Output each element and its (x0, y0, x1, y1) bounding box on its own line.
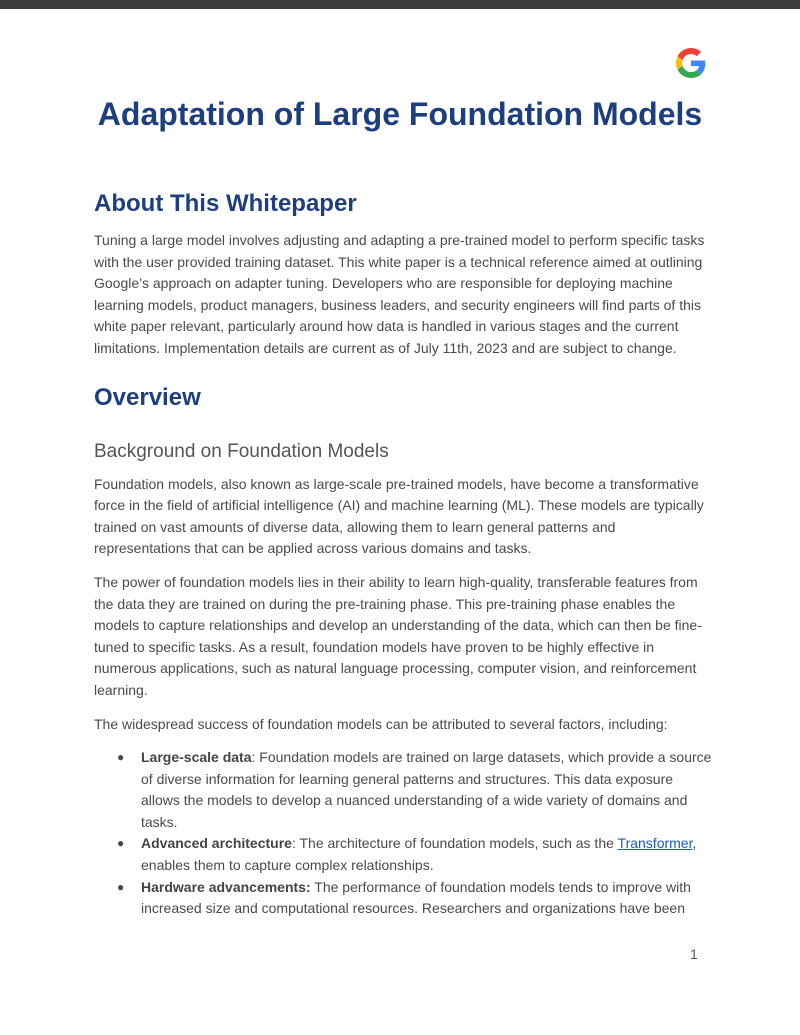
document-title: Adaptation of Large Foundation Models (97, 96, 703, 132)
section-heading-about: About This Whitepaper (94, 190, 357, 217)
bullet-icon: ● (117, 750, 125, 765)
about-paragraph: Tuning a large model involves adjusting and adapting a pre-trained model to perform specific tasks with the user provided training dataset. This white paper is a technical reference aimed at outlining Google’s approach on adapter tuning. Developers who are responsible for deploying machine learning models, product managers, business leaders, and security engineers will find parts of this white paper relevant, particularly around how data is handled in various stages and the current limitations. Implementation details are current as of July 11th, 2023 and are subject to change. (94, 232, 705, 356)
bullet-text: The performance of foundation models tends to improve with increased size and computational resources. Researchers and organizations have been (141, 878, 691, 917)
bullet-text: : Foundation models are trained on large datasets, which provide a source of diverse information for learning general patterns and structures. This data exposure allows the models to develop a nuanced understanding of a wide variety of domains and tasks. (141, 749, 712, 830)
overview-paragraph-3: The widespread success of foundation models can be attributed to several factors, including: (94, 715, 668, 732)
overview-paragraph-2: The power of foundation models lies in their ability to learn high-quality, transferable features from the data they are trained on during the pre-training phase. This pre-training phase enables the models to capture relationships and develop an understanding of the data, which can then be fine-tuned to specific tasks. As a result, foundation models have proven to be highly effective in numerous applications, such as natural language processing, computer vision, and reinforcement learning. (94, 573, 702, 698)
subheading-background: Background on Foundation Models (94, 440, 389, 462)
list-item (117, 877, 714, 920)
list-item (117, 833, 714, 876)
bullet-term: Hardware advancements: (141, 878, 311, 895)
list-item (117, 747, 714, 833)
overview-paragraph-1: Foundation models, also known as large-scale pre-trained models, have become a transformative force in the field of artificial intelligence (AI) and machine learning (ML). These models are typically trained on vast amounts of diverse data, allowing them to learn general patterns and representations that can be applied across various domains and tasks. (94, 475, 704, 557)
transformer-link[interactable]: Transformer (617, 835, 693, 852)
page-number: 1 (690, 946, 698, 962)
top-bar (0, 0, 800, 9)
section-heading-overview: Overview (94, 383, 201, 411)
bullet-icon: ● (117, 879, 125, 894)
bullet-text: , enables them to capture complex relationships. (141, 835, 697, 874)
bullet-icon: ● (117, 836, 125, 851)
google-g-icon (676, 48, 706, 78)
bullet-text: : The architecture of foundation models, such as the (291, 835, 618, 852)
bullet-term: Large-scale data (141, 749, 252, 766)
document-body (94, 186, 714, 920)
factors-list (94, 747, 714, 920)
bullet-term: Advanced architecture (141, 835, 292, 852)
